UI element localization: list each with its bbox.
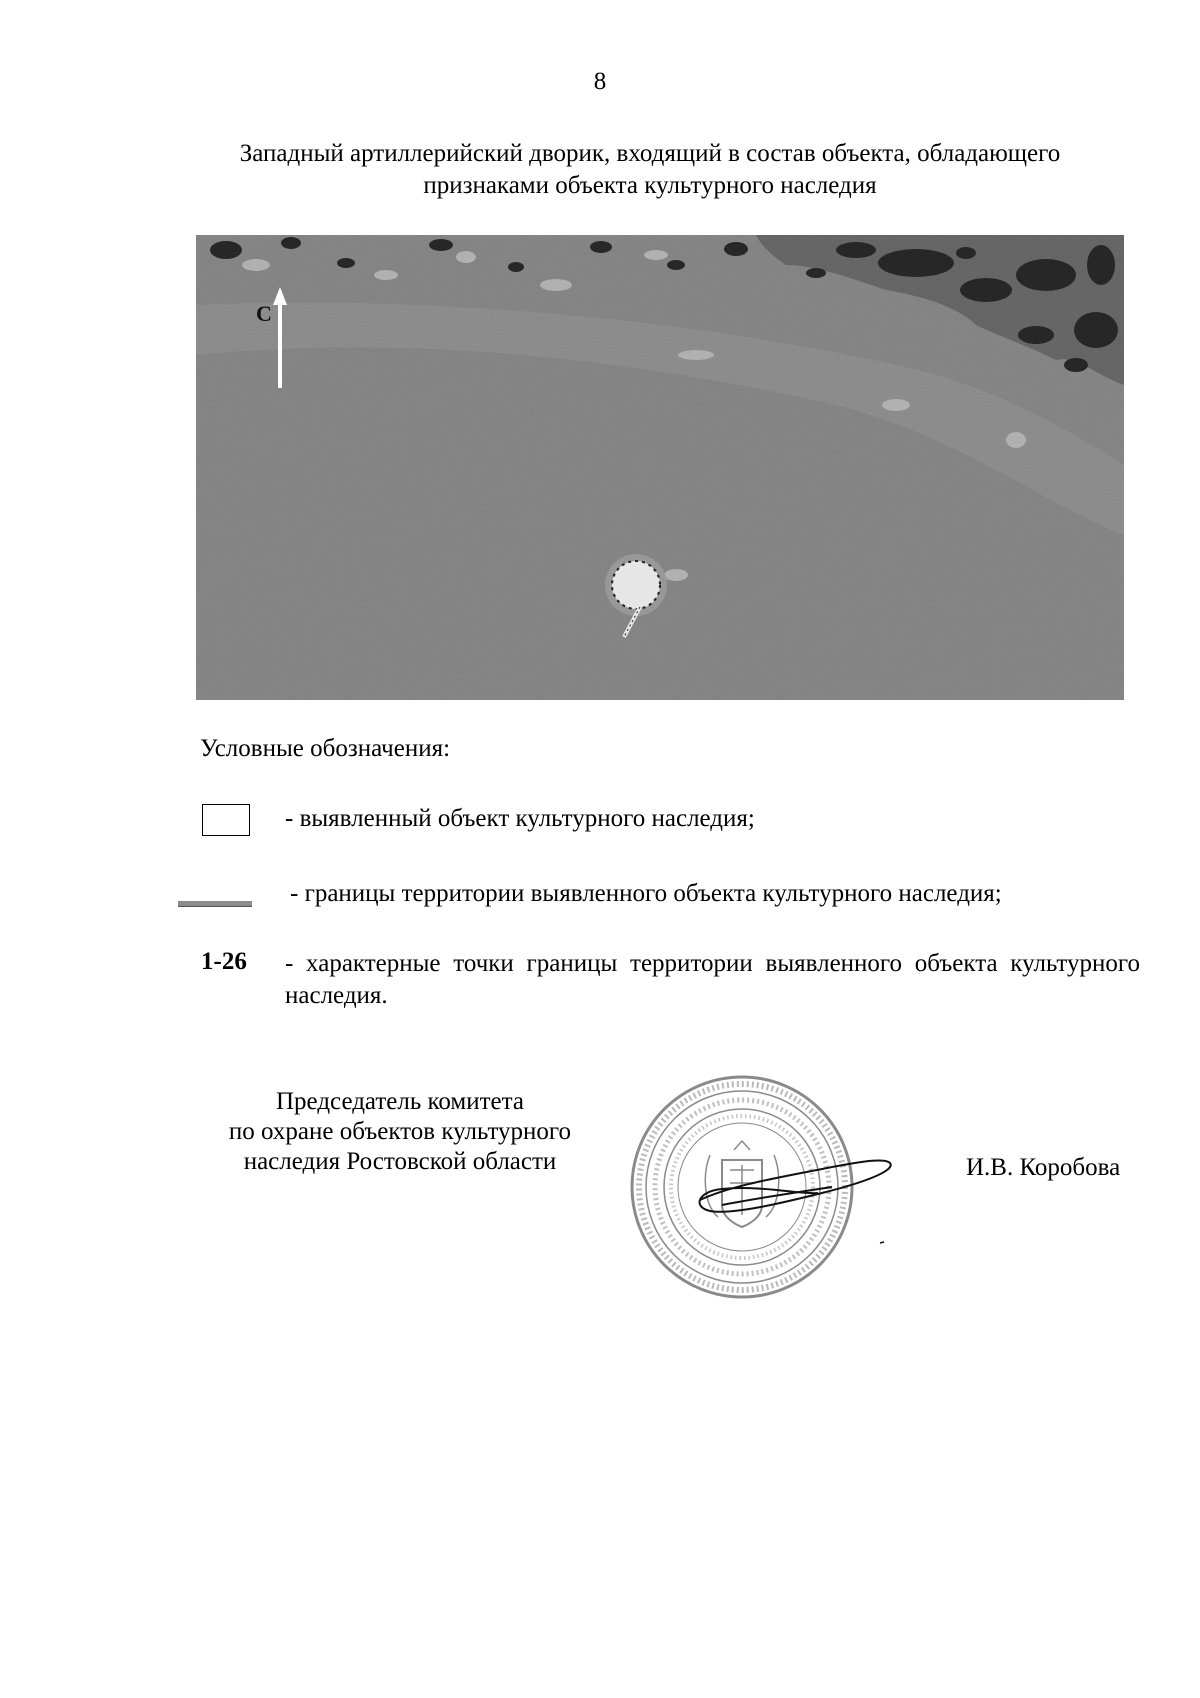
legend-item-object: - выявленный объект культурного наследия; — [285, 805, 755, 832]
official-stamp — [622, 1065, 902, 1305]
north-label: С — [256, 301, 272, 326]
legend-item-points: - характерные точки границы территории выявленного объекта культурного наследия. — [285, 950, 1140, 1009]
satellite-map — [196, 235, 1124, 700]
stamp-seal-icon — [632, 1077, 852, 1297]
legend-symbol-boundary-line — [178, 901, 252, 907]
signatory-name: И.В. Коробова — [966, 1154, 1121, 1181]
position-line-2: по охране объектов культурного — [228, 1118, 572, 1145]
legend-symbol-object-box — [202, 804, 250, 836]
position-line-3: наследия Ростовской области — [243, 1148, 557, 1175]
position-line-1: Председатель комитета — [276, 1088, 524, 1115]
page-number: 8 — [593, 68, 607, 95]
legend-title: Условные обозначения: — [200, 735, 451, 762]
page-title — [180, 138, 1120, 202]
title-line-2: признаками объекта культурного наследия — [423, 172, 877, 199]
legend-code: 1-26 — [201, 948, 247, 975]
signatory-position — [190, 1087, 610, 1177]
legend-item-boundary: - границы территории выявленного объекта культурного наследия; — [290, 880, 1002, 907]
signature-scribble — [700, 1161, 891, 1243]
title-line-1: Западный артиллерийский дворик, входящий в состав объекта, обладающего — [239, 140, 1061, 167]
